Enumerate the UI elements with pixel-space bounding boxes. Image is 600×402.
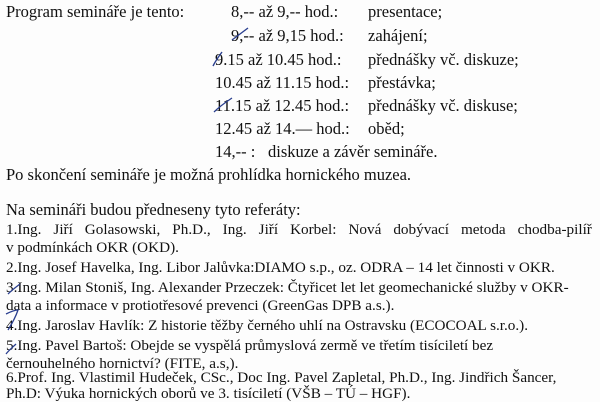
program-label: Program semináře je tento:	[6, 2, 185, 21]
program-row-time: 10.45 až 11.15 hod.:	[215, 73, 350, 92]
lecture-item-6-line1: 6.Prof. Ing. Vlastimil Hudeček, CSc., Doc Ing. Pavel Zapletal, Ph.D., Ing. Jindřich Šancer,	[6, 369, 557, 386]
lecture-item-5-line2: černouhelného hornictví? (FITE, a.s,).	[6, 355, 239, 372]
word: Korbel:	[290, 221, 337, 238]
lecture-item-5-line1: 5.Ing. Pavel Bartoš: Obejde se vyspělá průmyslová zermě ve třetím tisíciletí bez	[6, 337, 494, 354]
word: Golasowski,	[84, 221, 161, 238]
word: Ph.D.,	[172, 221, 211, 238]
pen-stroke-mark	[214, 98, 232, 112]
program-row-activity: zahájení;	[368, 26, 428, 45]
lecture-item-1-line2: v podmínkách OKR (OKD).	[6, 239, 179, 256]
pen-stroke-mark	[232, 28, 248, 40]
pen-stroke-mark	[213, 52, 222, 66]
word: 1.Ing.	[6, 221, 42, 238]
program-row-activity: přednášky vč. diskuze;	[368, 50, 519, 69]
program-row-activity: presentace;	[368, 2, 443, 21]
program-row-time: 9.15 až 10.45 hod.:	[215, 50, 342, 69]
word: Ing.	[222, 221, 247, 238]
word: dobývací	[393, 221, 449, 238]
program-row-time: 8,-- až 9,-- hod.:	[231, 2, 339, 21]
program-row-time: 11.15 až 12.45 hod.:	[215, 96, 350, 115]
lecture-item-6-line2: Ph.D: Výuka hornických oborů ve 3. tisíciletí (VŠB – TÚ – HGF).	[6, 385, 411, 402]
program-closing-note: Po skončení semináře je možná prohlídka hornického muzea.	[6, 165, 412, 184]
lectures-intro: Na semináři budou předneseny tyto referáty:	[6, 200, 301, 219]
word: Nová	[348, 221, 382, 238]
word: Jiří	[53, 221, 73, 238]
word: metoda	[460, 221, 506, 238]
program-row-time: 12.45 až 14.— hod.:	[215, 119, 350, 138]
word: Jiří	[258, 221, 279, 238]
program-row-time: 9,-- až 9,15 hod.:	[231, 26, 344, 45]
program-row-activity: diskuze a závěr semináře.	[268, 142, 438, 161]
program-row-time: 14,-- :	[215, 142, 256, 161]
program-row-activity: přestávka;	[368, 73, 436, 92]
lecture-item-3-line1: 3.Ing. Milan Stoniš, Ing. Alexander Przeczek: Čtyřicet let let geomechanické služby v OKR-	[6, 279, 569, 296]
program-row-activity: oběd;	[368, 119, 405, 138]
pen-stroke-mark	[6, 344, 16, 354]
lecture-item-2: 2.Ing. Josef Havelka, Ing. Libor Jalůvka:DIAMO s.p., oz. ODRA – 14 let činnosti v OKR.	[6, 259, 555, 276]
word: chodba-pilíř	[517, 221, 592, 238]
pen-stroke-mark	[8, 284, 20, 294]
lecture-item-3-line2: data a informace v protiotřesové prevenci (GreenGas DPB a.s.).	[6, 297, 395, 314]
pen-stroke-mark	[6, 310, 18, 330]
lecture-item-4: 4.Ing. Jaroslav Havlík: Z historie těžby černého uhlí na Ostravsku (ECOCOAL s.r.o.).	[6, 317, 529, 334]
program-row-activity: přednášky vč. diskuse;	[368, 96, 518, 115]
